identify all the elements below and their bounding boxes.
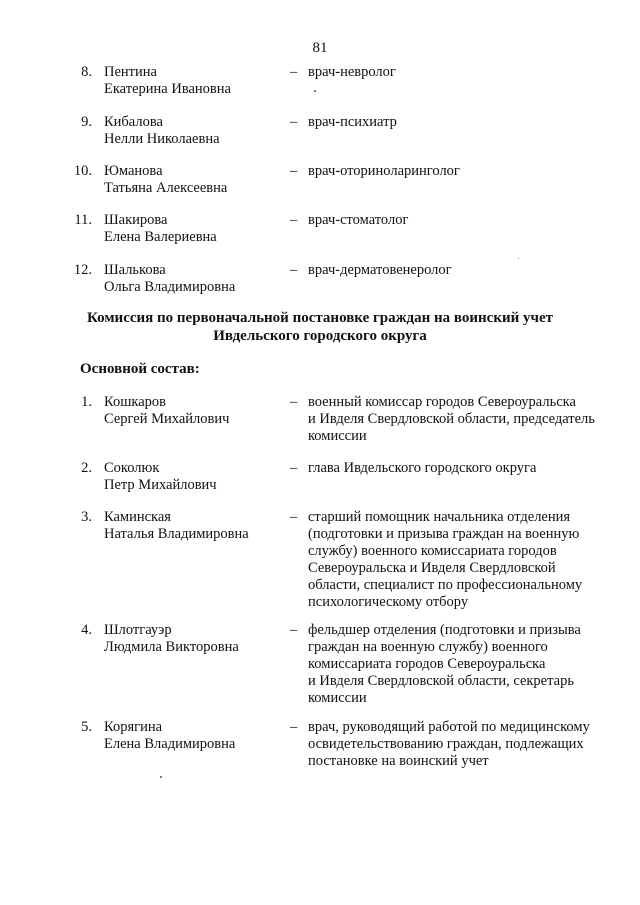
given-names: Елена Владимировна xyxy=(104,736,236,752)
given-names: Петр Михайлович xyxy=(104,477,217,493)
item-number: 1. xyxy=(81,394,92,410)
position-line: военный комиссар городов Североуральска xyxy=(308,394,576,410)
position-line: врач-стоматолог xyxy=(308,212,409,228)
position-line: психологическому отбору xyxy=(308,594,469,610)
dash: – xyxy=(290,114,298,130)
item-number: 9. xyxy=(81,114,92,130)
scan-speck xyxy=(314,90,316,92)
item-number: 8. xyxy=(81,64,92,80)
item-number: 5. xyxy=(81,719,92,735)
item-number: 2. xyxy=(81,460,92,476)
surname: Шлотгауэр xyxy=(104,622,172,638)
position xyxy=(308,262,613,279)
dash: – xyxy=(290,460,298,476)
position xyxy=(308,114,613,131)
position-line: старший помощник начальника отделения xyxy=(308,509,571,525)
position-line: врач-оториноларинголог xyxy=(308,163,460,179)
dash: – xyxy=(290,622,298,638)
item-number: 3. xyxy=(81,509,92,525)
dash: – xyxy=(290,394,298,410)
person-name xyxy=(104,114,284,148)
position-line: и Ивделя Свердловской области, секретарь xyxy=(308,673,574,689)
given-names: Екатерина Ивановна xyxy=(104,81,231,97)
dash: – xyxy=(290,64,298,80)
person-name xyxy=(104,163,284,197)
position xyxy=(308,163,613,180)
position-line: и Ивделя Свердловской области, председатель xyxy=(308,411,595,427)
dash: – xyxy=(290,262,298,278)
position-line: граждан на военную службу) военного xyxy=(308,639,548,655)
dash: – xyxy=(290,163,298,179)
given-names: Наталья Владимировна xyxy=(104,526,249,542)
item-number: 12. xyxy=(73,262,92,278)
position xyxy=(308,64,613,81)
scan-speck xyxy=(518,258,519,259)
position-line: постановке на воинский учет xyxy=(308,753,489,769)
surname: Каминская xyxy=(104,509,171,525)
surname: Кошкаров xyxy=(104,394,166,410)
position-line: комиссии xyxy=(308,428,367,444)
position-line: врач-невролог xyxy=(308,64,396,80)
surname: Пентина xyxy=(104,64,157,80)
surname: Корягина xyxy=(104,719,163,735)
commission-heading xyxy=(0,309,640,345)
surname: Соколюк xyxy=(104,460,160,476)
position-line: службу) военного комиссариата городов xyxy=(308,543,557,559)
given-names: Людмила Викторовна xyxy=(104,639,239,655)
item-number: 11. xyxy=(74,212,92,228)
position-line: комиссии xyxy=(308,690,367,706)
given-names: Татьяна Алексеевна xyxy=(104,180,228,196)
given-names: Ольга Владимировна xyxy=(104,279,236,295)
position xyxy=(308,509,613,611)
surname: Шакирова xyxy=(104,212,168,228)
position xyxy=(308,212,613,229)
position xyxy=(308,394,613,445)
position-line: области, специалист по профессиональному xyxy=(308,577,583,593)
item-number: 10. xyxy=(73,163,92,179)
position-line: освидетельствованию граждан, подлежащих xyxy=(308,736,584,752)
main-composition-label: Основной состав: xyxy=(80,361,200,377)
heading-line: Комиссия по первоначальной постановке граждан на воинский учет xyxy=(87,310,553,326)
surname: Кибалова xyxy=(104,114,163,130)
scan-speck xyxy=(160,776,162,778)
position-line: врач-психиатр xyxy=(308,114,397,130)
position-line: глава Ивдельского городского округа xyxy=(308,460,537,476)
position-line: комиссариата городов Североуральска xyxy=(308,656,546,672)
surname: Юманова xyxy=(104,163,163,179)
person-name xyxy=(104,394,284,428)
position-line: врач-дерматовенеролог xyxy=(308,262,452,278)
person-name xyxy=(104,460,284,494)
person-name xyxy=(104,509,284,543)
heading-line: Ивдельского городского округа xyxy=(213,328,427,344)
person-name xyxy=(104,64,284,98)
given-names: Нелли Николаевна xyxy=(104,131,220,147)
given-names: Сергей Михайлович xyxy=(104,411,230,427)
person-name xyxy=(104,719,284,753)
dash: – xyxy=(290,212,298,228)
position xyxy=(308,622,613,707)
given-names: Елена Валериевна xyxy=(104,229,217,245)
person-name xyxy=(104,262,284,296)
surname: Шалькова xyxy=(104,262,166,278)
page-number: 81 xyxy=(312,40,328,56)
position-line: фельдшер отделения (подготовки и призыва xyxy=(308,622,581,638)
dash: – xyxy=(290,719,298,735)
person-name xyxy=(104,212,284,246)
position-line: (подготовки и призыва граждан на военную xyxy=(308,526,580,542)
position-line: Североуральска и Ивделя Свердловской xyxy=(308,560,556,576)
position-line: врач, руководящий работой по медицинскому xyxy=(308,719,590,735)
position xyxy=(308,460,613,477)
position xyxy=(308,719,613,770)
person-name xyxy=(104,622,284,656)
dash: – xyxy=(290,509,298,525)
item-number: 4. xyxy=(81,622,92,638)
